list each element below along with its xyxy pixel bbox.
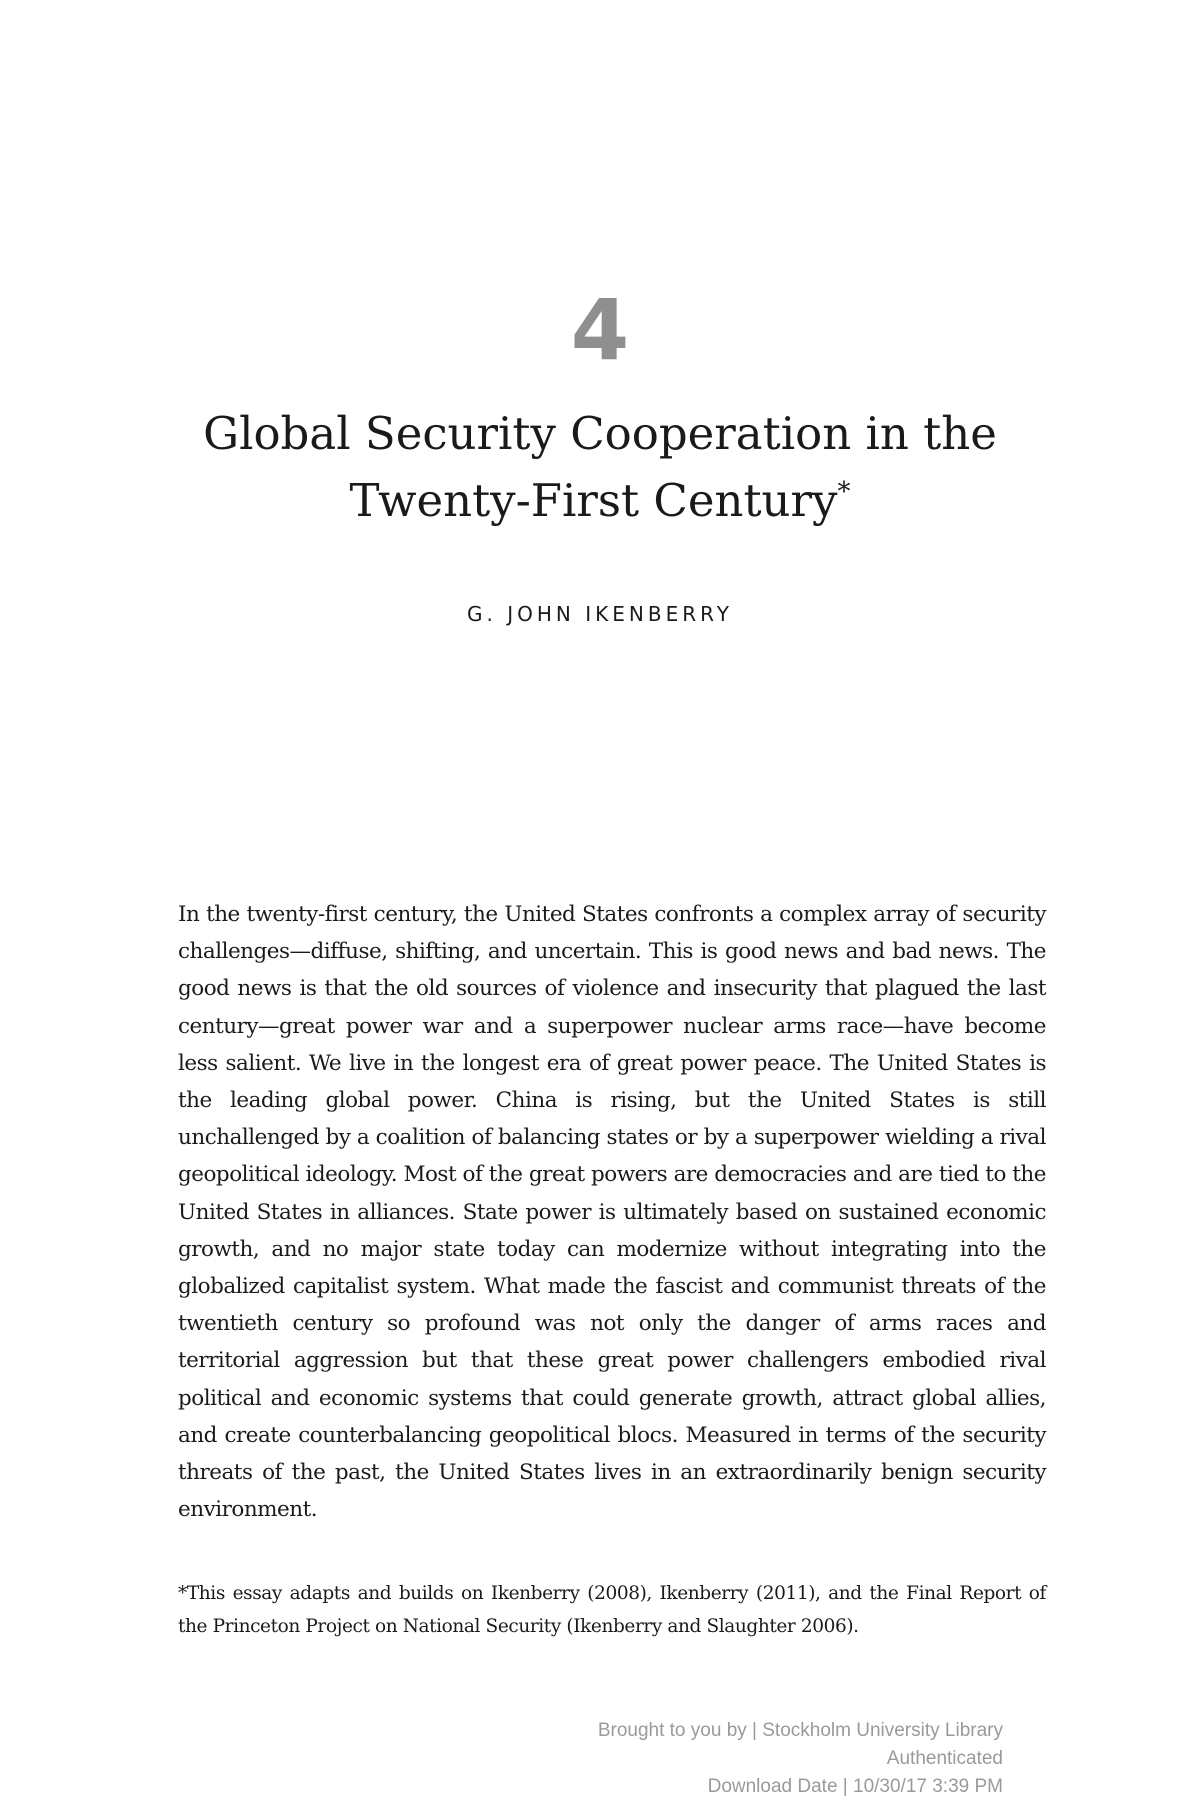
footnote-marker: * (837, 477, 851, 507)
watermark-line-3: Download Date | 10/30/17 3:39 PM (707, 1776, 1003, 1797)
chapter-title-line-1: Global Security Cooperation in the (203, 407, 997, 460)
chapter-number: 4 (570, 281, 630, 379)
chapter-title (0, 400, 1200, 534)
watermark-line-1: Brought to you by | Stockholm University Library (597, 1720, 1003, 1741)
watermark-line-2: Authenticated (886, 1748, 1003, 1769)
chapter-author: G. JOHN IKENBERRY (467, 602, 733, 626)
chapter-title-line-2 (0, 467, 1200, 534)
access-watermark (598, 1717, 1003, 1801)
footnote: *This essay adapts and builds on Ikenberry (2008), Ikenberry (2011), and the Final Report of the Princeton Project on National Security (Ikenberry and Slaughter 2006). (178, 1583, 1046, 1637)
chapter-title-line-2-text: Twenty-First Century (349, 474, 838, 527)
body-paragraph: In the twenty-first century, the United States confronts a complex array of security challenges—diffuse, shifting, and uncertain. This is good news and bad news. The good news is that the old sources of violence and insecurity that plagued the last century—great power war and a superpower nuclear arms race—have become less salient. We live in the longest era of great power peace. The United States is the leading global power. China is rising, but the United States is still unchallenged by a coalition of balancing states or by a superpower wielding a rival geopolitical ideology. Most of the great powers are democracies and are tied to the United States in alliances. State power is ultimately based on sustained economic growth, and no major state today can modernize without integrating into the globalized capitalist system. What made the fascist and communist threats of the twentieth century so profound was not only the danger of arms races and territorial aggression but that these great power challengers embodied rival political and economic systems that could generate growth, attract global allies, and create counterbalancing geopolitical blocs. Measured in terms of the security threats of the past, the United States lives in an extraordinarily benign security environment. (178, 902, 1046, 1523)
